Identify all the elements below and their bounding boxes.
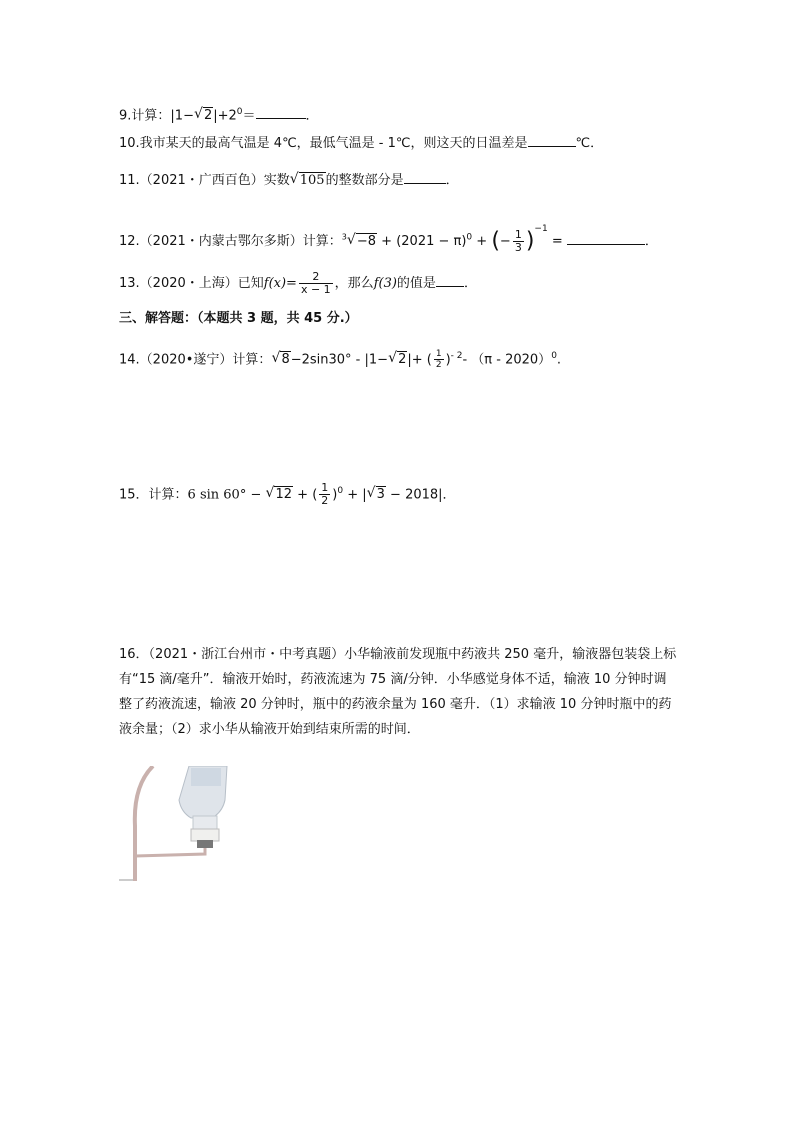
q14-sqrt8: √ 8 — [271, 351, 290, 369]
q11-answer-blank[interactable] — [404, 171, 446, 184]
q9-label: 计算： — [131, 108, 171, 124]
q10-text: 10.我市某天的最高气温是 4℃，最低气温是 - 1℃，则这天的日温差是 — [119, 136, 528, 151]
question-13: 13.（2020・上海）已知f(x)= $\frac{2}{x - 1}$ ，那么f(3)的值是 ． — [119, 270, 477, 296]
q9-number: 9. — [119, 108, 132, 124]
q12-cube-root: √ −8 — [347, 233, 377, 251]
q9-sqrt: √ 2 — [194, 107, 213, 125]
q11-sqrt: √ 105 — [290, 172, 326, 190]
q9-answer-blank[interactable] — [256, 106, 306, 119]
question-12: 12.（2021・内蒙古鄂尔多斯）计算：$^3√ -8 + (2021 - \pi)^0$ + (− $\frac{1}{3}$ )$^{-1}$ = ． — [119, 220, 658, 254]
question-9: 9.计算：|1−√ $2|+2^0=$ ． — [119, 103, 319, 125]
q14-sqrt2: √ 2 — [388, 351, 407, 369]
q12-answer-blank[interactable] — [567, 232, 645, 245]
q12-fraction: $\frac{1}{3}$ — [514, 228, 522, 254]
question-15: 15．计算：6 sin 60° − √ 12 + ( $\frac{1}{2}$ )$^0$ + |√ 3 − 2018|． — [119, 482, 456, 507]
q9-expr-left: |1− — [170, 108, 194, 124]
section-heading: 三、解答题：（本题共 3 题，共 45 分.） — [119, 311, 358, 326]
q15-fraction: $\frac{1}{2}$ — [321, 481, 329, 508]
q14-fraction: $\frac{1}{2}$ — [435, 349, 442, 371]
question-16: 16．（2021・浙江台州市・中考真题）小华输液前发现瓶中药液共 250 毫升，输液器包装袋上标有“15 滴/毫升”．输液开始时，药液流速为 75 滴/分钟．小华感觉身体不适，输液 10 分钟时调整了药液流速，输液 20 分钟时，瓶中的药液余量为 160 毫升．（1）求输液 10 分钟时瓶中的药液余量；（2）求小华从输液开始到结束所需的时间． — [119, 647, 677, 737]
q13-answer-blank[interactable] — [436, 274, 464, 287]
question-14: 14.（2020•遂宁）计算：√ 8−2sin30° - |1−√ 2|+ ( $\frac{1}{2}$ )$^{- 2}$- （π - 2020）$^0$. — [119, 347, 561, 370]
q15-sqrt3: √ 3 — [367, 486, 386, 504]
q15-sqrt12: √ 12 — [265, 486, 293, 504]
question-11: 11.（2021・广西百色）实数√ 105的整数部分是 ． — [119, 171, 459, 190]
q10-answer-blank[interactable] — [528, 134, 576, 147]
q13-fraction: $\frac{2}{x - 1}$ — [300, 270, 331, 296]
iv-bottle-photo — [119, 766, 229, 881]
question-10: 10.我市某天的最高气温是 4℃，最低气温是 - 1℃，则这天的日温差是 ℃． — [119, 136, 604, 151]
